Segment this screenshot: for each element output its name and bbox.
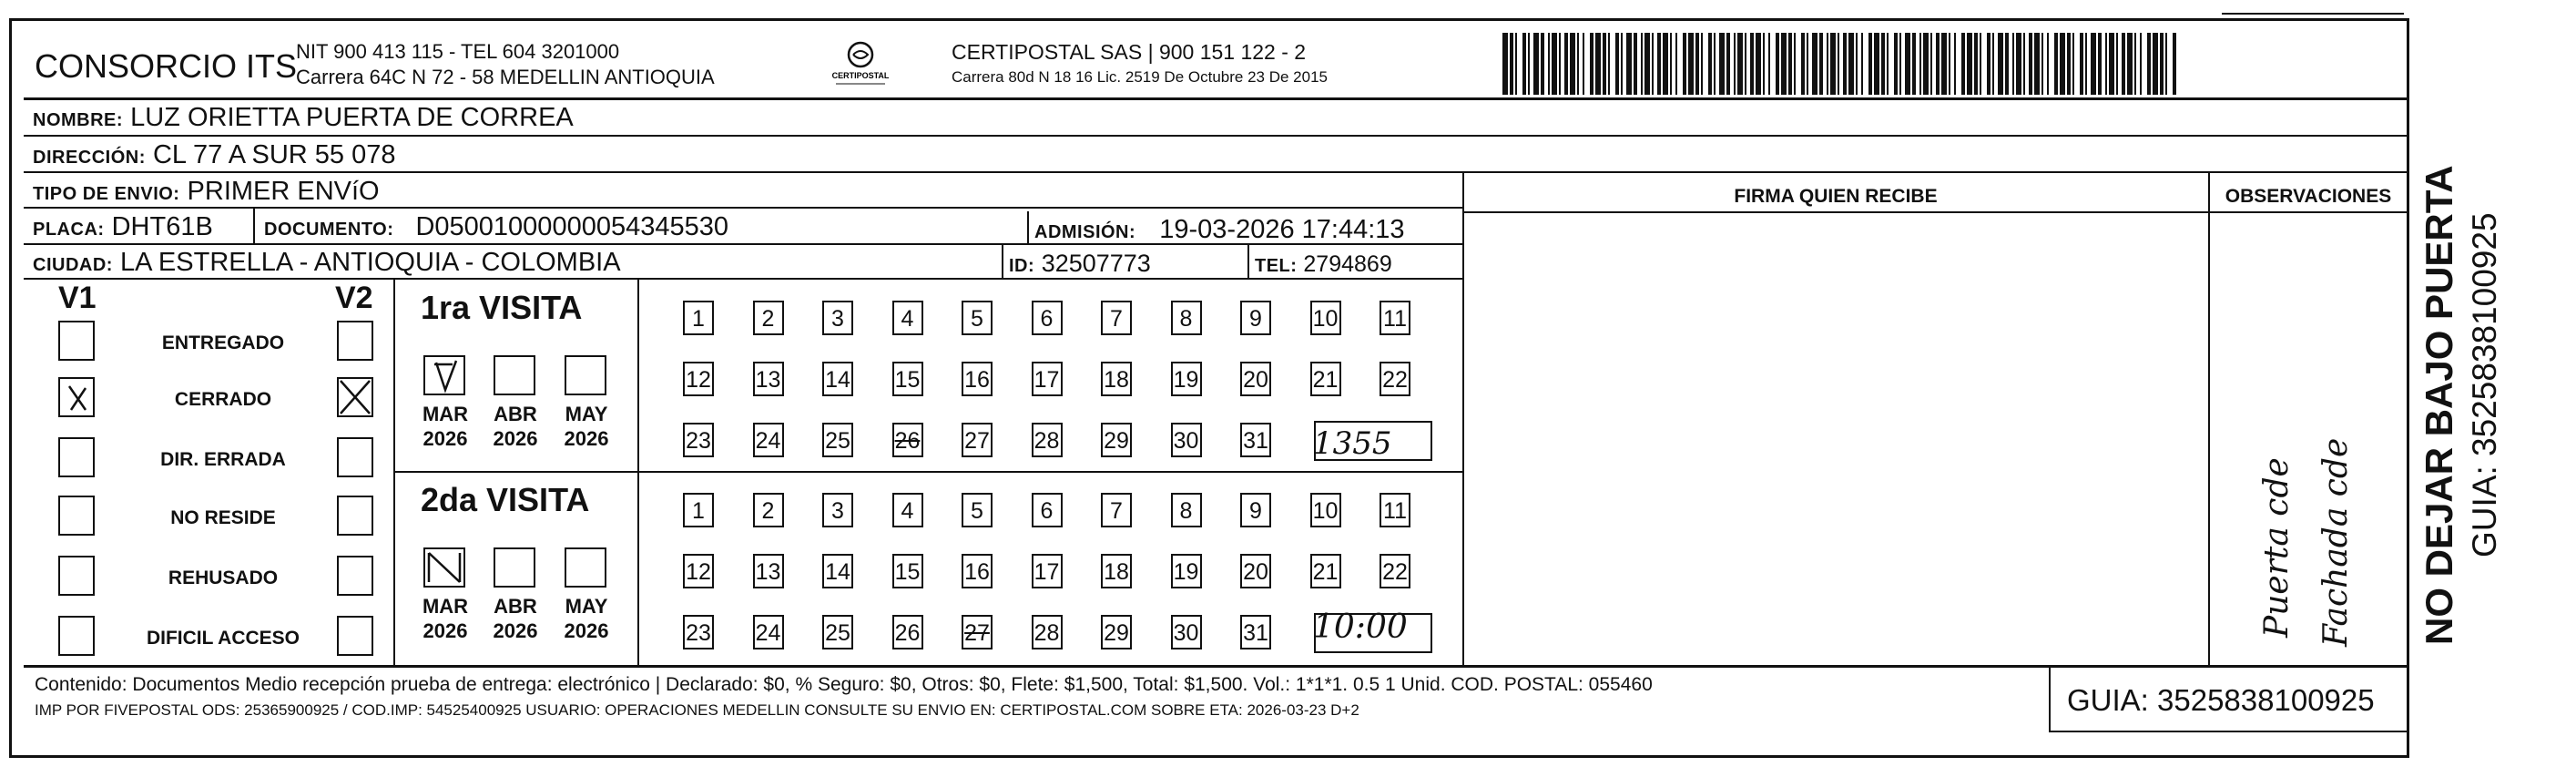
barcode-bar [1868,33,1872,95]
day-box[interactable]: 31 [1240,615,1271,649]
v1-label: V1 [58,281,97,315]
carrier-line: CERTIPOSTAL SAS | 900 151 122 - 2 [952,40,1307,64]
barcode-bar [1726,33,1730,95]
barcode-bar [1688,33,1694,95]
v1-checkbox[interactable] [58,556,95,596]
barcode-bar [2041,33,2043,95]
day-box[interactable]: 13 [753,362,784,396]
barcode-bar [2173,33,2176,95]
year-label: 2026 [564,619,609,642]
admision-label: ADMISIÓN: [1034,222,1136,242]
v2-label: V2 [335,281,373,315]
day-box[interactable]: 15 [892,554,923,588]
status-label: CERRADO [174,389,272,410]
barcode [1502,33,2182,95]
day-box[interactable]: 12 [683,554,714,588]
barcode-bar [1634,33,1637,95]
barcode-bar [1590,33,1593,95]
month-label: ABR [494,595,537,618]
barcode-bar [1714,33,1716,95]
day-box[interactable]: 25 [822,615,853,649]
day-box[interactable]: 15 [892,362,923,396]
day-box[interactable]: 27 [962,423,993,457]
v1-checkbox[interactable] [58,321,95,361]
day-box[interactable]: 1 [683,493,714,527]
barcode-bar [1577,33,1579,95]
day-box[interactable]: 1 [683,301,714,335]
barcode-bar [1502,33,1508,95]
barcode-bar [1987,33,1991,95]
day-box[interactable]: 4 [892,493,923,527]
documento-label: DOCUMENTO: [264,220,394,240]
logo-text: CERTIPOSTAL [831,71,890,80]
rule [253,207,255,243]
rule [1462,211,2409,213]
month-checkbox[interactable] [423,547,465,588]
day-box[interactable]: 30 [1171,423,1202,457]
rule [393,471,1462,473]
placa-value: DHT61B [111,212,213,241]
v1-checkbox[interactable] [58,496,95,536]
barcode-bar [1564,33,1568,95]
month-checkbox[interactable] [423,355,465,395]
day-box[interactable]: 12 [683,362,714,396]
observation-handwriting-2: Fachada cde [2317,437,2355,647]
barcode-bar [1515,33,1517,95]
day-box[interactable]: 8 [1171,301,1202,335]
day-box[interactable]: 10 [1310,493,1341,527]
status-label: NO RESIDE [170,507,276,528]
rule [1247,243,1249,278]
barcode-bar [2067,33,2071,95]
barcode-bar [1812,33,1817,95]
barcode-bar [1992,33,1994,95]
v1-checkbox[interactable] [58,377,95,417]
second-visit-time: 10:00 [1313,608,1408,646]
barcode-bar [1974,33,1978,95]
year-label: 2026 [564,427,609,450]
barcode-bar [1750,33,1754,95]
barcode-bar [1838,33,1839,95]
barcode-bar [1941,33,1947,95]
barcode-bar [1615,33,1619,95]
barcode-bar [1644,33,1650,95]
barcode-bar [1608,33,1610,95]
month-label: MAY [565,595,608,618]
month-label: ABR [494,403,537,425]
barcode-bar [2116,33,2118,95]
carrier-address: Carrera 80d N 18 16 Lic. 2519 De Octubre 23 De 2015 [952,68,1328,86]
barcode-bar [1919,33,1921,95]
barcode-bar [1936,33,1940,95]
status-label: ENTREGADO [161,332,285,353]
day-box[interactable]: 25 [822,423,853,457]
barcode-bar [1541,33,1544,95]
barcode-bar [1894,33,1898,95]
barcode-bar [1763,33,1765,95]
barcode-bar [1967,33,1972,95]
barcode-bar [1737,33,1743,95]
barcode-bar [2122,33,2125,95]
rule [2049,731,2409,732]
v2-checkbox[interactable] [337,437,373,477]
id-label: ID: [1009,256,1035,276]
barcode-bar [1701,33,1703,95]
tipo-value: PRIMER ENVíO [187,177,380,206]
rule [24,171,2409,173]
id-row [1009,251,1151,276]
month-checkbox[interactable] [565,355,606,395]
barcode-bar [2023,33,2025,95]
barcode-bar [1768,33,1770,95]
day-box[interactable]: 17 [1032,554,1063,588]
barcode-bar [1843,33,1847,95]
rule [2208,171,2210,665]
barcode-bar [1708,33,1712,95]
barcode-bar [2153,33,2158,95]
direccion-row [33,142,396,169]
footer-contenido: Contenido: Documentos Medio recepción prueba de entrega: electrónico | Declarado: $0, % Seguro: $0, Otros: $0, Flete: $1,500, Total: $1,500. Vol.: 1*1*1. 0.5 1 Unid. COD. POSTAL: 055460 [35,674,1653,695]
barcode-bar [1998,33,2003,95]
day-box[interactable]: 5 [962,493,993,527]
barcode-bar [1887,33,1889,95]
day-box[interactable]: 6 [1032,301,1063,335]
barcode-bar [1848,33,1854,95]
documento-value: D05001000000054345530 [415,212,728,241]
month-label: MAY [565,403,608,425]
day-box[interactable]: 28 [1032,423,1063,457]
barcode-bar [2140,33,2142,95]
barcode-bar [1683,33,1686,95]
barcode-bar [2105,33,2107,95]
barcode-bar [1801,33,1805,95]
status-label: DIFICIL ACCESO [146,628,300,649]
barcode-bar [2054,33,2058,95]
barcode-bar [1595,33,1601,95]
barcode-bar [1745,33,1746,95]
barcode-bar [1874,33,1879,95]
day-box[interactable]: 14 [822,362,853,396]
barcode-bar [1734,33,1736,95]
barcode-bar [1548,33,1550,95]
placa-label: PLACA: [33,220,105,240]
barcode-bar [2029,33,2032,95]
barcode-bar [2016,33,2021,95]
ciudad-row [33,250,621,276]
barcode-bar [2165,33,2167,95]
rule [24,207,1462,209]
day-box[interactable]: 26 [892,423,923,457]
day-box[interactable]: 24 [753,615,784,649]
barcode-bar [1788,33,1792,95]
barcode-bar [1807,33,1808,95]
warning-vertical: NO DEJAR BAJO PUERTA [2418,165,2460,645]
day-box[interactable]: 29 [1101,615,1132,649]
rule [1462,171,1464,665]
barcode-bar [1626,33,1632,95]
barcode-bar [1675,33,1677,95]
first-visit-time: 1355 [1313,425,1392,462]
day-box[interactable]: 3 [822,301,853,335]
day-box[interactable]: 4 [892,301,923,335]
rule [24,97,2409,100]
observaciones-header: OBSERVACIONES [2225,186,2392,207]
tel-row [1255,253,1392,276]
day-box[interactable]: 22 [1380,362,1410,396]
barcode-bar [1583,33,1584,95]
v2-checkbox[interactable] [337,556,373,596]
nombre-value: LUZ ORIETTA PUERTA DE CORREA [130,103,574,132]
day-box[interactable]: 7 [1101,301,1132,335]
barcode-bar [2047,33,2049,95]
year-label: 2026 [493,619,538,642]
day-box[interactable]: 2 [753,493,784,527]
rule [24,243,1462,245]
barcode-bar [1949,33,1950,95]
day-box[interactable]: 16 [962,554,993,588]
day-box[interactable]: 5 [962,301,993,335]
day-box[interactable]: 13 [753,554,784,588]
barcode-bar [2072,33,2074,95]
barcode-bar [2060,33,2065,95]
barcode-bar [2034,33,2040,95]
status-label: REHUSADO [168,568,279,588]
month-label: MAR [422,595,469,618]
barcode-bar [1861,33,1863,95]
day-box[interactable]: 20 [1240,362,1271,396]
barcode-bar [1652,33,1654,95]
day-box[interactable]: 21 [1310,362,1341,396]
barcode-bar [1827,33,1828,95]
barcode-bar [1781,33,1787,95]
day-box[interactable]: 23 [683,423,714,457]
barcode-bar [1670,33,1672,95]
footer-guia: GUIA: 3525838100925 [2067,683,2375,717]
rule [2049,665,2051,731]
barcode-bar [2012,33,2014,95]
year-label: 2026 [423,427,468,450]
day-box[interactable]: 2 [753,301,784,335]
year-label: 2026 [493,427,538,450]
day-box[interactable]: 7 [1101,493,1132,527]
day-box[interactable]: 28 [1032,615,1063,649]
id-value: 32507773 [1041,250,1151,277]
certipostal-logo [829,36,892,93]
barcode-bar [2085,33,2087,95]
barcode-bar [1603,33,1606,95]
barcode-bar [1510,33,1513,95]
observation-handwriting-1: Puerta cde [2258,457,2296,638]
day-box[interactable]: 14 [822,554,853,588]
day-box[interactable]: 9 [1240,301,1271,335]
day-box[interactable]: 11 [1380,301,1410,335]
month-checkbox[interactable] [494,355,535,395]
barcode-bar [1776,33,1779,95]
barcode-bar [1819,33,1823,95]
barcode-bar [1695,33,1699,95]
first-visit-title: 1ra VISITA [421,289,583,326]
barcode-bar [1533,33,1539,95]
barcode-bar [2134,33,2136,95]
direccion-value: CL 77 A SUR 55 078 [152,140,396,169]
day-box[interactable]: 6 [1032,493,1063,527]
tel-label: TEL: [1255,256,1298,276]
v1-checkbox[interactable] [58,437,95,477]
barcode-bar [1528,33,1530,95]
barcode-bar [2098,33,2102,95]
month-label: MAR [422,403,469,425]
day-box[interactable]: 19 [1171,554,1202,588]
day-box[interactable]: 9 [1240,493,1271,527]
rule [24,135,2409,137]
barcode-bar [2127,33,2133,95]
barcode-bar [1559,33,1561,95]
barcode-bar [1794,33,1796,95]
nombre-label: NOMBRE: [33,110,124,130]
firma-header: FIRMA QUIEN RECIBE [1734,186,1938,207]
barcode-bar [1663,33,1668,95]
day-box[interactable]: 11 [1380,493,1410,527]
day-box[interactable]: 16 [962,362,993,396]
day-box[interactable]: 22 [1380,554,1410,588]
month-checkbox[interactable] [565,547,606,588]
documento-row [264,214,728,240]
day-box[interactable]: 18 [1101,362,1132,396]
barcode-bar [1522,33,1526,95]
second-visit-title: 2da VISITA [421,481,590,518]
barcode-bar [1899,33,1901,95]
barcode-bar [1912,33,1916,95]
day-box[interactable]: 19 [1171,362,1202,396]
day-box[interactable]: 27 [962,615,993,649]
barcode-bar [1923,33,1929,95]
placa-row [33,214,213,240]
barcode-bar [2080,33,2083,95]
day-box[interactable]: 30 [1171,615,1202,649]
v2-checkbox[interactable] [337,321,373,361]
barcode-bar [1830,33,1836,95]
day-box[interactable]: 20 [1240,554,1271,588]
rule [24,278,1462,280]
day-box[interactable]: 26 [892,615,923,649]
barcode-bar [1954,33,1956,95]
barcode-bar [1552,33,1557,95]
v2-checkbox[interactable] [337,377,373,417]
rule [1027,211,1029,243]
barcode-bar [1856,33,1858,95]
guia-vertical: GUIA: 3525838100925 [2466,212,2503,557]
barcode-bar [2147,33,2151,95]
day-box[interactable]: 8 [1171,493,1202,527]
tipo-label: TIPO DE ENVIO: [33,184,180,204]
barcode-bar [2005,33,2009,95]
barcode-bar [1881,33,1885,95]
day-box[interactable]: 29 [1101,423,1132,457]
top-rule-mark [2222,13,2404,15]
rule [24,665,2409,668]
day-box[interactable]: 17 [1032,362,1063,396]
admision-value: 19-03-2026 17:44:13 [1159,215,1405,244]
barcode-bar [1657,33,1661,95]
nit-line: NIT 900 413 115 - TEL 604 3201000 [296,40,620,63]
footer-imp: IMP POR FIVEPOSTAL ODS: 25365900925 / COD.IMP: 54525400925 USUARIO: OPERACIONES MEDELLIN CONSULTE SU ENVIO EN: CERTIPOSTAL.COM SOBRE ETA: 2026-03-23 D+2 [35,701,1359,719]
ciudad-value: LA ESTRELLA - ANTIOQUIA - COLOMBIA [120,248,621,277]
barcode-bar [2109,33,2114,95]
v2-checkbox[interactable] [337,496,373,536]
barcode-bar [1641,33,1643,95]
barcode-bar [1930,33,1932,95]
day-box[interactable]: 31 [1240,423,1271,457]
barcode-bar [2160,33,2164,95]
barcode-bar [1719,33,1725,95]
direccion-label: DIRECCIÓN: [33,148,146,168]
month-checkbox[interactable] [494,547,535,588]
company-name: CONSORCIO ITS [35,47,298,85]
nombre-row [33,105,574,131]
barcode-bar [1570,33,1575,95]
day-box[interactable]: 10 [1310,301,1341,335]
day-box[interactable]: 21 [1310,554,1341,588]
day-box[interactable]: 3 [822,493,853,527]
v1-checkbox[interactable] [58,616,95,656]
tel-value: 2794869 [1303,251,1392,277]
day-box[interactable]: 18 [1101,554,1132,588]
rule [1002,243,1003,278]
barcode-bar [1905,33,1910,95]
year-label: 2026 [423,619,468,642]
ciudad-label: CIUDAD: [33,255,113,275]
barcode-bar [1980,33,1981,95]
tipo-row [33,179,380,205]
address-line: Carrera 64C N 72 - 58 MEDELLIN ANTIOQUIA [296,66,715,88]
v2-checkbox[interactable] [337,616,373,656]
barcode-bar [1756,33,1761,95]
barcode-bar [1621,33,1623,95]
day-box[interactable]: 23 [683,615,714,649]
barcode-bar [1961,33,1965,95]
day-box[interactable]: 24 [753,423,784,457]
admision-row [1034,217,1405,243]
status-label: DIR. ERRADA [160,449,286,470]
barcode-bar [2091,33,2096,95]
